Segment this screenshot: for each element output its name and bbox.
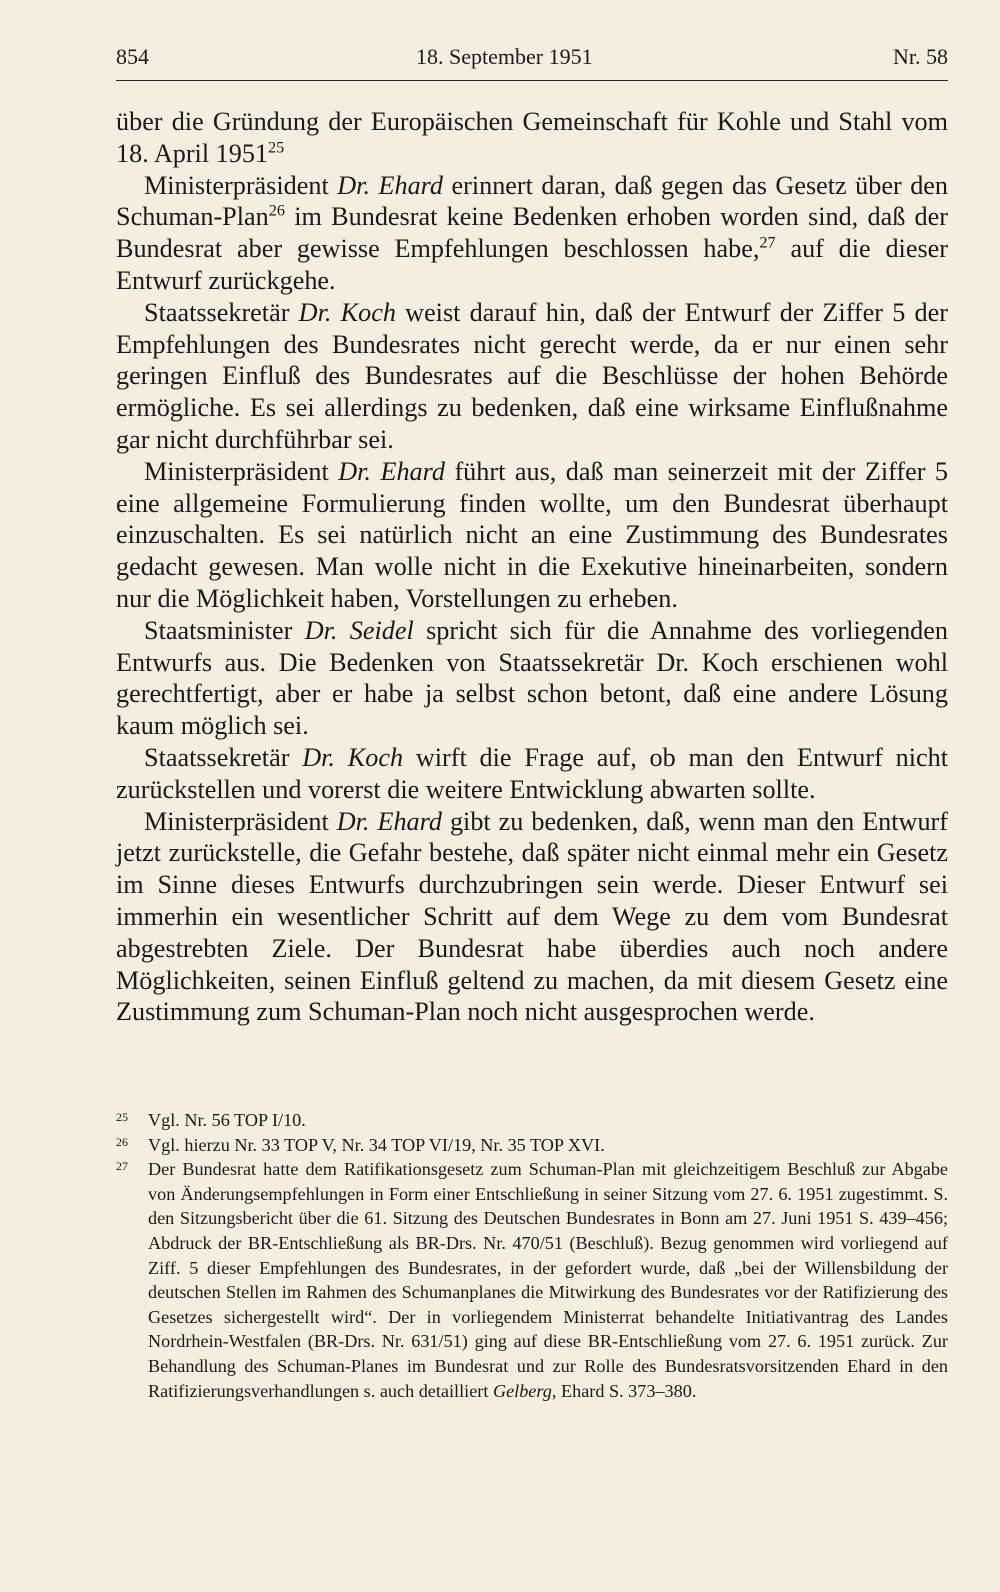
- footnote: 27 Der Bundesrat hatte dem Ratifikationsgesetz zum Schuman-Plan mit gleichzeitigem Beschluß zur Abgabe von Änderungsempfehlungen in Form einer Entschließung in seiner Sitzung vom 27. 6. 1951 zugestimmt. S. den Sitzungsbericht über die 61. Sitzung des Deutschen Bundesrates in Bonn am 27. Juni 1951 S. 439–456; Abdruck der BR-Entschließung als BR-Drs. Nr. 470/51 (Beschluß). Bezug genommen wird vorliegend auf Ziff. 5 dieser Empfehlungen des Bundesrates, in der gefordert wurde, daß „bei der Willensbildung der deutschen Stellen im Rahmen des Schumanplanes die Mitwirkung des Bundesrates vor der Ratifizierung des Gesetzes sichergestellt wird“. Der in vorliegendem Ministerrat behandelte Initiativantrag des Landes Nordrhein-Westfalen (BR-Drs. Nr. 631/51) ging auf diese BR-Entschließung vom 27. 6. 1951 zurück. Zur Behandlung des Schuman-Planes im Bundesrat und zur Rolle des Bundesratsvorsitzenden Ehard in den Ratifizierungsverhandlungen s. auch detailliert Gelberg, Ehard S. 373–380.: [116, 1157, 948, 1403]
- speaker-name: Dr. Ehard: [338, 456, 445, 486]
- footnotes: [116, 1108, 948, 1403]
- paragraph: Staatssekretär Dr. Koch weist darauf hin, daß der Entwurf der Ziffer 5 der Empfehlungen des Bundesrates nicht gerecht werde, da er nur einen sehr geringen Einfluß des Bundesrates auf die Beschlüsse der hohen Behörde ermögliche. Es sei allerdings zu bedenken, daß eine wirksame Einflußnahme gar nicht durchführbar sei.: [116, 297, 948, 454]
- footnote: 26 Vgl. hierzu Nr. 33 TOP V, Nr. 34 TOP VI/19, Nr. 35 TOP XVI.: [116, 1133, 948, 1158]
- paragraph: Ministerpräsident Dr. Ehard erinnert daran, daß gegen das Gesetz über den Schuman-Plan$^{26}$ im Bundesrat keine Bedenken erhoben worden sind, daß der Bundesrat aber gewisse Empfehlungen beschlossen habe,$^{27}$ auf die dieser Entwurf zurückgehe.: [116, 170, 949, 295]
- page-number: 854: [116, 44, 149, 69]
- speaker-name: Dr. Koch: [298, 297, 396, 327]
- footnote-ref: 26: [268, 201, 285, 220]
- footnote-number: 26: [116, 1134, 128, 1149]
- running-header: [116, 44, 948, 78]
- header-rule: [116, 80, 948, 81]
- footnote-ref: 27: [759, 233, 776, 252]
- header-date: 18. September 1951: [416, 44, 593, 69]
- speaker-name: Dr. Koch: [302, 742, 404, 772]
- document-number: Nr. 58: [893, 44, 948, 69]
- main-text: [116, 106, 948, 1028]
- paragraph: Staatssekretär Dr. Koch wirft die Frage auf, ob man den Entwurf nicht zurückstellen und vorerst die weitere Entwicklung abwarten sollte.: [116, 742, 948, 804]
- paragraph: Ministerpräsident Dr. Ehard gibt zu bedenken, daß, wenn man den Entwurf jetzt zurückstelle, die Gefahr bestehe, daß später nicht einmal mehr ein Gesetz im Sinne dieses Entwurfs durchzubringen sein werde. Dieser Entwurf sei immerhin ein wesentlicher Schritt auf dem Wege zu dem vom Bundesrat abgestrebten Ziele. Der Bundesrat habe überdies auch noch andere Möglichkeiten, seinen Einfluß geltend zu machen, da mit diesem Gesetz eine Zustimmung zum Schuman-Plan noch nicht ausgesprochen werde.: [116, 806, 949, 1027]
- footnote-ref: 25: [268, 138, 285, 157]
- footnote-number: 25: [116, 1110, 128, 1124]
- footnote-number: 27: [116, 1159, 128, 1174]
- speaker-name: Dr. Ehard: [336, 806, 442, 836]
- paragraph: Staatsminister Dr. Seidel spricht sich für die Annahme des vorliegenden Entwurfs aus. Die Bedenken von Staatssekretär Dr. Koch erschienen wohl gerechtfertigt, aber er habe ja selbst schon betont, daß eine andere Lösung kaum möglich sei.: [116, 615, 948, 741]
- footnote: 25 Vgl. Nr. 56 TOP I/10.: [116, 1108, 948, 1133]
- paragraph: Ministerpräsident Dr. Ehard führt aus, daß man seinerzeit mit der Ziffer 5 eine allgemeine Formulierung finden wollte, um den Bundesrat überhaupt einzuschalten. Es sei natürlich nicht an eine Zustimmung des Bundesrates gedacht gewesen. Man wolle nicht in die Exekutive hineinarbeiten, sondern nur die Möglichkeit haben, Vorstellungen zu erheben.: [116, 456, 948, 613]
- author-name: Gelberg: [492, 1380, 552, 1401]
- paragraph-heading-continuation: über die Gründung der Europäischen Gemeinschaft für Kohle und Stahl vom 18. April 1951$^{25}$: [116, 107, 948, 168]
- speaker-name: Dr. Ehard: [337, 170, 443, 200]
- speaker-name: Dr. Seidel: [304, 615, 414, 645]
